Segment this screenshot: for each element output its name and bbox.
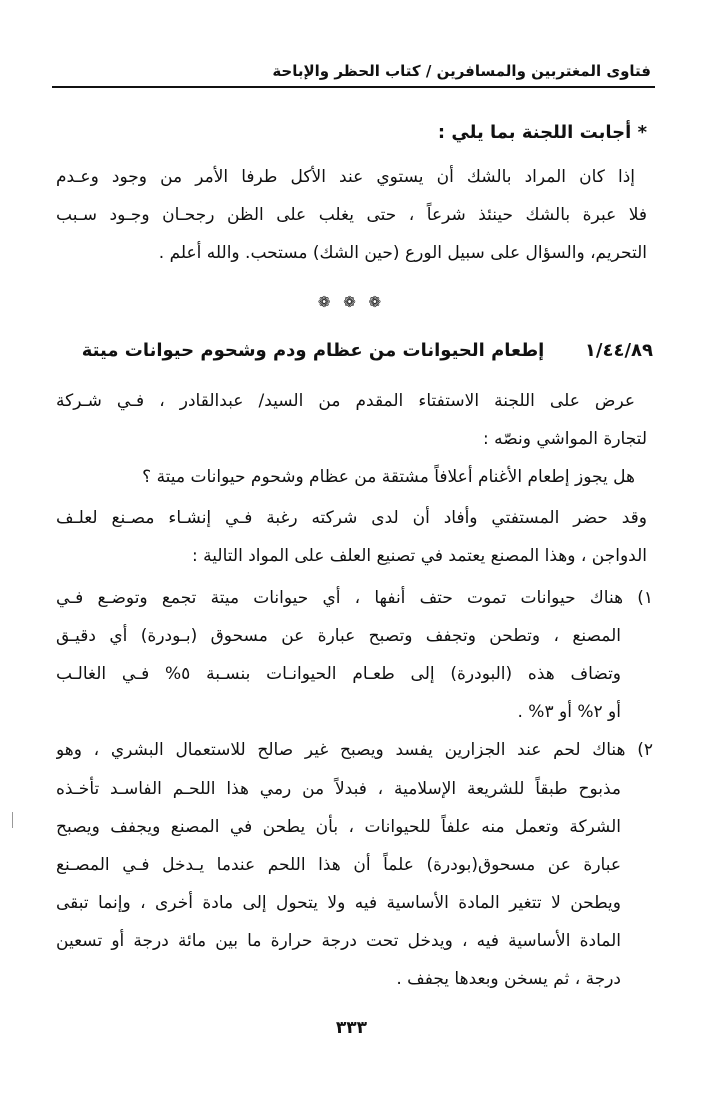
item2-line-6: المادة الأساسية فيه ، ويدخل تحت درجة حرارة ما بين مائة درجة أو تسعين <box>56 931 621 951</box>
section-separator: ❁ ❁ ❁ <box>317 293 386 311</box>
fatwa-heading <box>56 336 653 366</box>
question-line-1: هل يجوز إطعام الأغنام أعلافاً مشتقة من عظام وشحوم حيوانات ميتة ؟ <box>142 467 635 487</box>
answer-line-2: فلا عبرة بالشك حينئذ شرعاً ، حتى يغلب على الظن رجحـان وجـود سـبب <box>56 205 647 225</box>
item2-line-3: الشركة وتعمل منه علفاً للحيوانات ، بأن يطحن في المصنع ويجفف ويصبح <box>56 817 621 837</box>
answer-label: * أجابت اللجنة بما يلي : <box>437 122 647 143</box>
item2-line-5: ويطحن لا تتغير المادة الأساسية فيه ولا يتحول إلى مادة أخرى ، وإنما تبقى <box>56 893 621 913</box>
intro-line-1: عرض على اللجنة الاستفتاء المقدم من السيد/ عبدالقادر ، فـي شـركة <box>56 391 635 411</box>
item2-line-7: درجة ، ثم يسخن وبعدها يجفف . <box>396 969 621 989</box>
fatwa-title: إطعام الحيوانات من عظام ودم وشحوم حيوانات ميتة <box>81 340 545 361</box>
item1-line-1: ١) هناك حيوانات تموت حتف أنفها ، أي حيوانات ميتة تجمع وتوضـع فـي <box>56 588 653 608</box>
margin-mark <box>12 812 13 828</box>
intro-line-2: لتجارة المواشي ونصّه : <box>483 429 647 449</box>
question-line-2: وقد حضر المستفتي وأفاد أن لدى شركته رغبة فـي إنشـاء مصـنع لعلـف <box>56 508 647 528</box>
page-number: ٣٣٣ <box>335 1018 368 1038</box>
item2-line-4: عبارة عن مسحوق(بودرة) علماً أن هذا اللحم عندما يـدخل فـي المصـنع <box>56 855 621 875</box>
item1-line-4: أو ٢% أو ٣% . <box>517 702 621 722</box>
answer-line-3: التحريم، والسؤال على سبيل الورع (حين الشك) مستحب. والله أعلم . <box>158 243 647 263</box>
item1-line-2: المصنع ، وتطحن وتجفف وتصبح عبارة عن مسحوق (بـودرة) أي دقيـق <box>56 626 621 646</box>
item2-line-2: مذبوح طبقاً للشريعة الإسلامية ، فبدلاً من رمي هذا اللحـم الفاسـد تأخـذه <box>56 779 621 799</box>
question-line-3: الدواجن ، وهذا المصنع يعتمد في تصنيع العلف على المواد التالية : <box>192 546 647 566</box>
header-rule <box>52 86 655 88</box>
fatwa-number: ١/٤٤/٨٩ <box>584 340 653 361</box>
answer-line-1: إذا كان المراد بالشك أن يستوي عند الأكل طرفا الأمر من وجود وعـدم <box>56 167 635 187</box>
item1-line-3: وتضاف هذه (البودرة) إلى طعـام الحيوانـات بنسـبة ٥% فـي الغالـب <box>56 664 621 684</box>
running-header: فتاوى المغتربين والمسافرين / كتاب الحظر والإباحة <box>272 62 651 80</box>
item2-line-1: ٢) هناك لحم عند الجزارين يفسد ويصبح غير صالح للاستعمال البشري ، وهو <box>56 740 653 760</box>
